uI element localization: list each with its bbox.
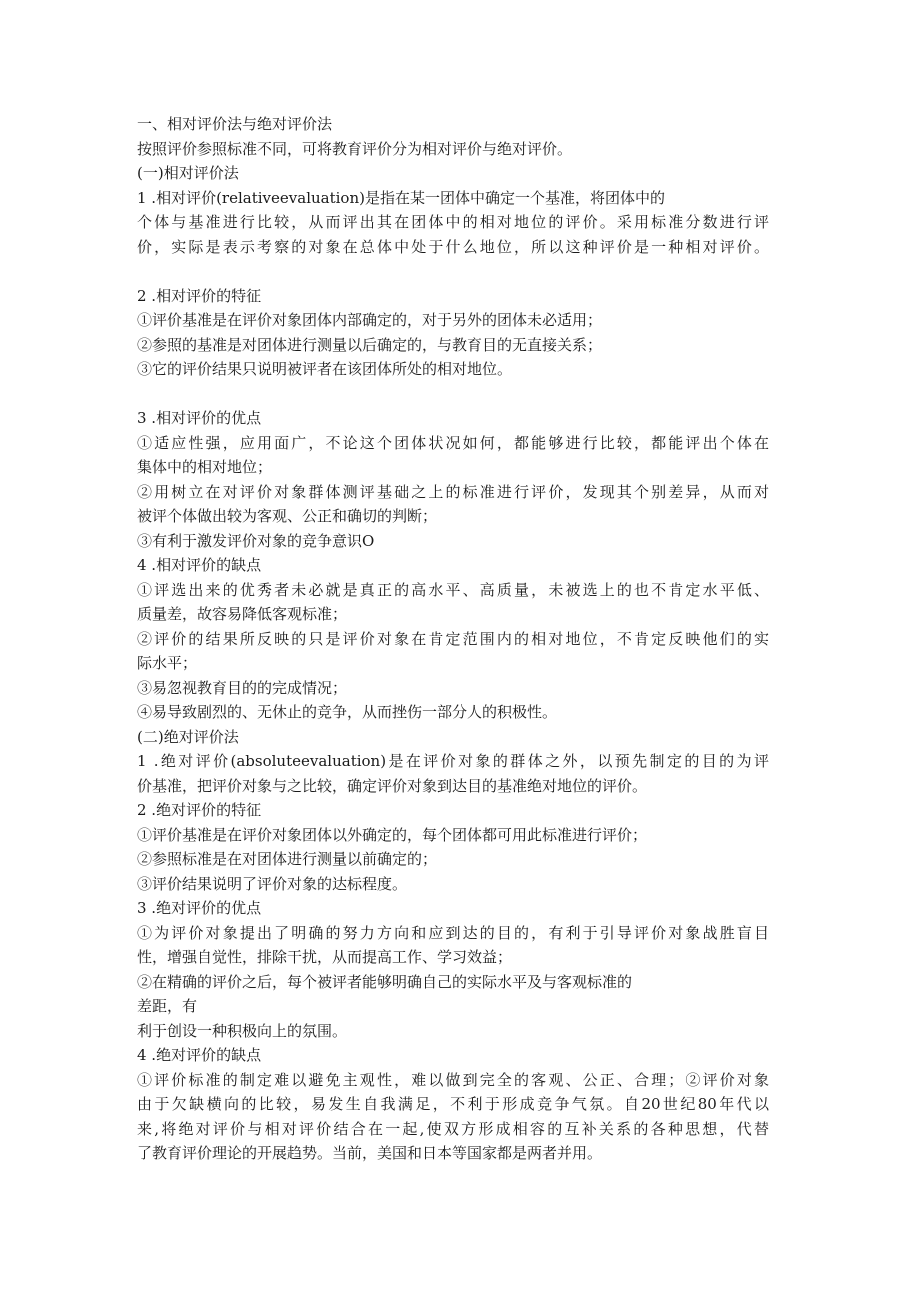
list-item-continuation: 集体中的相对地位； bbox=[137, 458, 273, 476]
paragraph-line: 价基准，把评价对象与之比较，确定评价对象到达目的基准绝对地位的评价。 bbox=[137, 776, 648, 795]
list-item: ③它的评价结果只说明被评者在该团体所处的相对地位。 bbox=[137, 360, 513, 378]
blank-line bbox=[137, 259, 777, 284]
subsection-heading: (二)绝对评价法 bbox=[137, 727, 239, 746]
list-item: ①评价基准是在评价对象团体以外确定的，每个团体都可用此标准进行评价； bbox=[137, 825, 648, 844]
list-item-continuation: 性，增强自觉性，排除干扰，从而提高工作、学习效益； bbox=[137, 948, 513, 966]
list-item-continuation: 际水平； bbox=[137, 654, 198, 672]
list-item: ③易忽视教育目的的完成情况； bbox=[137, 678, 348, 697]
list-item: ①评价基准是在评价对象团体内部确定的，对于另外的团体未必适用； bbox=[137, 311, 603, 329]
list-item: ②评价的结果所反映的只是评价对象在肯定范围内的相对地位，不肯定反映他们的实 bbox=[137, 629, 769, 648]
item-heading: 4 .绝对评价的缺点 bbox=[137, 1046, 262, 1064]
paragraph-line: 按照评价参照标准不同，可将教育评价分为相对评价与绝对评价。 bbox=[137, 139, 573, 158]
list-item: ②参照的基准是对团体进行测量以后确定的，与教育目的无直接关系； bbox=[137, 335, 603, 354]
list-item-continuation: 质量差，故容易降低客观标准； bbox=[137, 605, 348, 623]
item-heading: 4 .相对评价的缺点 bbox=[137, 556, 262, 574]
paragraph-line: 由于欠缺横向的比较，易发生自我满足，不利于形成竞争气氛。自20世纪80年代以 bbox=[137, 1095, 769, 1113]
list-item: ③评价结果说明了评价对象的达标程度。 bbox=[137, 874, 408, 893]
list-item-continuation: 利于创设一种积极向上的氛围。 bbox=[137, 1021, 348, 1040]
list-item-continuation: 被评个体做出较为客观、公正和确切的判断； bbox=[137, 507, 438, 525]
subsection-heading: (一)相对评价法 bbox=[137, 164, 239, 182]
list-item: ②在精确的评价之后，每个被评者能够明确自己的实际水平及与客观标准的 bbox=[137, 972, 633, 991]
paragraph-line: ①评价标准的制定难以避免主观性，难以做到完全的客观、公正、合理；②评价对象 bbox=[137, 1070, 769, 1089]
list-item: ①适应性强，应用面广，不论这个团体状况如何，都能够进行比较，都能评出个体在 bbox=[137, 433, 769, 452]
list-item: ②用树立在对评价对象群体测评基础之上的标准进行评价，发现其个别差异，从而对 bbox=[137, 482, 769, 501]
paragraph-line: 了教育评价理论的开展趋势。当前，美国和日本等国家都是两者并用。 bbox=[137, 1144, 603, 1162]
paragraph-line: 1 .绝对评价(absoluteevaluation)是在评价对象的群体之外，以预先制定的目的为评 bbox=[137, 752, 769, 770]
section-heading: 一、相对评价法与绝对评价法 bbox=[137, 115, 333, 133]
blank-line bbox=[137, 382, 777, 407]
list-item: ①为评价对象提出了明确的努力方向和应到达的目的，有利于引导评价对象战胜盲目 bbox=[137, 923, 769, 942]
list-item: ③有利于激发评价对象的竞争意识O bbox=[137, 531, 375, 550]
list-item: ①评选出来的优秀者未必就是真正的高水平、高质量，未被选上的也不肯定水平低、 bbox=[137, 580, 769, 599]
paragraph-line: 来,将绝对评价与相对评价结合在一起,使双方形成相容的互补关系的各种思想，代替 bbox=[137, 1119, 769, 1138]
item-heading: 3 .绝对评价的优点 bbox=[137, 899, 262, 917]
paragraph-line: 个体与基准进行比较，从而评出其在团体中的相对地位的评价。采用标准分数进行评 bbox=[137, 213, 769, 231]
document-body bbox=[137, 112, 777, 1166]
item-heading: 3 .相对评价的优点 bbox=[137, 409, 262, 427]
paragraph-line: 价，实际是表示考察的对象在总体中处于什么地位，所以这种评价是一种相对评价。 bbox=[137, 237, 769, 256]
item-heading: 2 .相对评价的特征 bbox=[137, 286, 262, 305]
list-item: ②参照标准是在对团体进行测量以前确定的； bbox=[137, 850, 438, 868]
paragraph-line: 1 .相对评价(relativeevaluation)是指在某一团体中确定一个基准，将团体中的 bbox=[137, 188, 665, 207]
item-heading: 2 .绝对评价的特征 bbox=[137, 801, 262, 819]
list-item: ④易导致剧烈的、无休止的竞争，从而挫伤一部分人的积极性。 bbox=[137, 703, 558, 721]
list-item-continuation: 差距，有 bbox=[137, 997, 198, 1015]
